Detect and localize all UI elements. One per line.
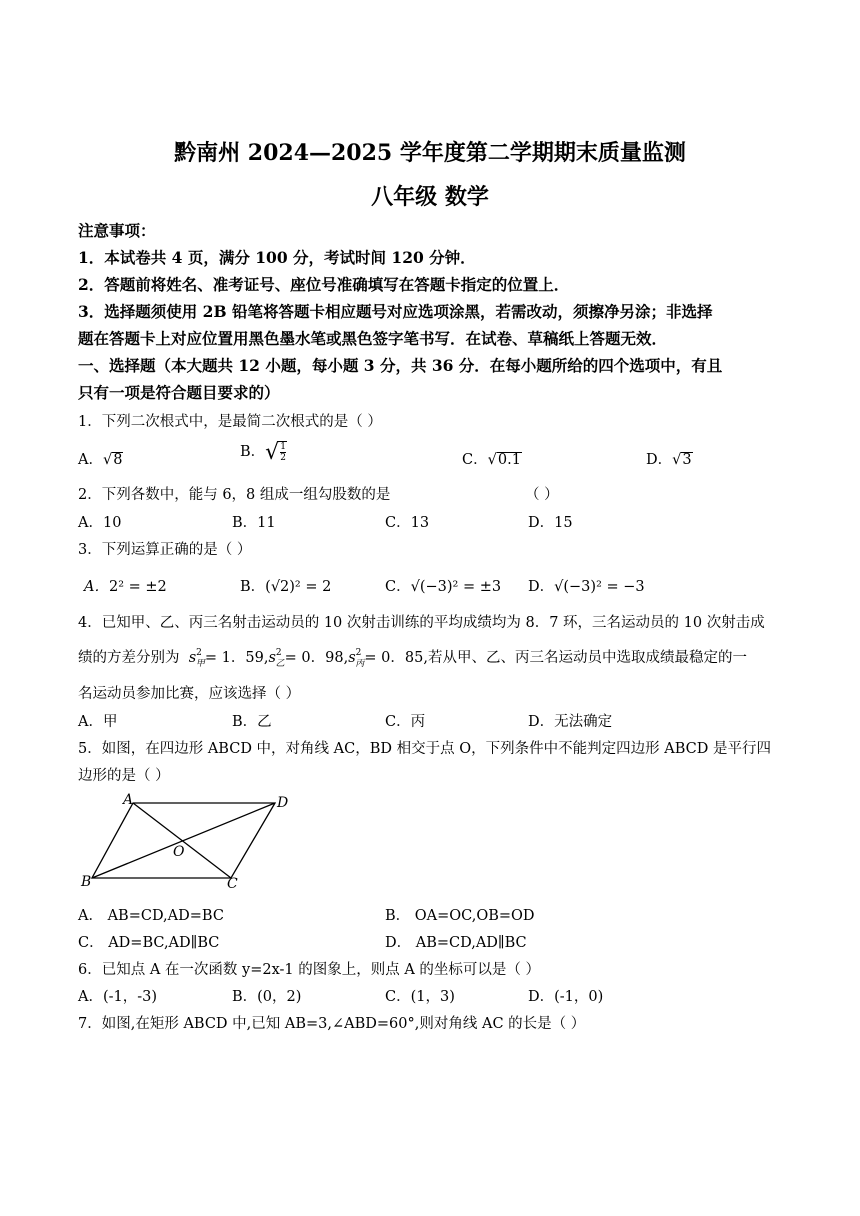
section-heading-line2: 只有一项是符合题目要求的） bbox=[78, 383, 280, 402]
q1-option-a bbox=[78, 448, 123, 469]
diagonal-bd bbox=[92, 803, 275, 878]
variance-sub-b: 乙 bbox=[275, 659, 285, 669]
q3-option-a-label: A． bbox=[84, 579, 109, 595]
q1-option-c-label: C． bbox=[462, 452, 488, 468]
label-a: A bbox=[123, 792, 134, 808]
q2-option-b: B．11 bbox=[232, 515, 276, 531]
q5-option-c: C． AD=BC,AD∥BC bbox=[78, 935, 220, 951]
q4-line2-pre: 绩的方差分别为 bbox=[78, 650, 180, 666]
variance-sub-c: 丙 bbox=[355, 659, 365, 669]
q4-line3: 名运动员参加比赛，应该选择（ ） bbox=[78, 686, 301, 702]
q1-option-b-denominator: 2 bbox=[280, 452, 286, 463]
variance-sub-a: 甲 bbox=[195, 659, 205, 669]
note-item-4: 题在答题卡上对应位置用黑色墨水笔或黑色签字笔书写．在试卷、草稿纸上答题无效． bbox=[78, 329, 668, 348]
q6-option-a: A．(-1，-3) bbox=[78, 989, 158, 1005]
q1-option-b-fraction bbox=[280, 442, 286, 463]
q1-option-b-numerator: 1 bbox=[280, 441, 286, 452]
q2-paren: （ ） bbox=[525, 487, 559, 503]
q3-option-c-label: C． bbox=[385, 579, 411, 595]
q1-option-d-label: D． bbox=[646, 452, 673, 468]
q1-option-b bbox=[240, 440, 287, 465]
q3-option-a bbox=[84, 575, 167, 596]
q4-line2-post: 若从甲、乙、丙三名运动员中选取成绩最稳定的一 bbox=[427, 650, 747, 666]
sqrt-symbol: √ bbox=[672, 452, 682, 468]
q4-option-d: D．无法确定 bbox=[528, 714, 613, 730]
note-item-1: 1．本试卷共 4 页，满分 100 分，考试时间 120 分钟． bbox=[78, 248, 476, 267]
q3-option-d-expr: √(−3)² = −3 bbox=[554, 579, 645, 595]
section-heading-line1: 一、选择题（本大题共 12 小题，每小题 3 分，共 36 分．在每小题所给的四个选项中，有且 bbox=[78, 356, 723, 375]
q1-option-d bbox=[646, 448, 693, 469]
q3-option-c-expr: √(−3)² = ±3 bbox=[410, 579, 502, 595]
q3-stem: 3．下列运算正确的是（ ） bbox=[78, 542, 252, 558]
q6-option-d: D．(-1，0) bbox=[528, 989, 604, 1005]
variance-val-c: = 0．85, bbox=[364, 650, 428, 666]
q1-option-d-radicand: 3 bbox=[682, 452, 692, 468]
q4-line2: 绩的方差分别为 $s^2_甲= 1$．$59,s^2_乙= 0$．$98,s^2_丙= 0$．85,若从甲、乙、丙三名运动员中选取成绩最稳定的一 bbox=[78, 648, 747, 669]
q3-option-b-label: B． bbox=[240, 579, 266, 595]
q3-option-d bbox=[528, 575, 645, 596]
q5-option-a: A． AB=CD,AD=BC bbox=[78, 908, 224, 924]
q4-option-c: C．丙 bbox=[385, 714, 426, 730]
q1-stem: 1．下列二次根式中，是最简二次根式的是（ ） bbox=[78, 414, 382, 430]
q5-line2: 边形的是（ ） bbox=[78, 768, 170, 784]
q1-option-a-label: A． bbox=[78, 452, 103, 468]
q6-option-b: B．(0，2) bbox=[232, 989, 302, 1005]
q2-option-d: D．15 bbox=[528, 515, 573, 531]
q3-option-a-expr: 2² = ±2 bbox=[108, 579, 167, 595]
variance-val-a: = 1．59, bbox=[204, 650, 269, 666]
q6-option-c: C．(1，3) bbox=[385, 989, 455, 1005]
note-item-2: 2．答题前将姓名、准考证号、座位号准确填写在答题卡指定的位置上． bbox=[78, 275, 570, 294]
q1-option-b-label: B． bbox=[240, 444, 266, 460]
q1-option-a-radicand: 8 bbox=[113, 452, 123, 468]
parallelogram-figure bbox=[75, 792, 295, 892]
q1-option-c-radicand: 0.1 bbox=[497, 452, 521, 468]
q5-option-d: D． AB=CD,AD∥BC bbox=[385, 935, 527, 951]
q7-stem: 7．如图,在矩形 ABCD 中,已知 AB=3,∠ABD=60°,则对角线 AC 的长是（ ） bbox=[78, 1016, 586, 1032]
q2-stem: 2．下列各数中，能与 6，8 组成一组勾股数的是 bbox=[78, 487, 391, 503]
q2-option-a: A．10 bbox=[78, 515, 122, 531]
q4-option-b: B．乙 bbox=[232, 714, 272, 730]
q3-option-d-label: D． bbox=[528, 579, 555, 595]
sqrt-symbol: √ bbox=[487, 452, 497, 468]
q5-option-b: B． OA=OC,OB=OD bbox=[385, 908, 535, 924]
note-item-3: 3．选择题须使用 2B 铅笔将答题卡相应题号对应选项涂黑，若需改动，须擦净另涂；非选择 bbox=[78, 302, 713, 321]
q3-option-c bbox=[385, 575, 501, 596]
label-b: B bbox=[81, 874, 92, 890]
q4-option-a: A．甲 bbox=[78, 714, 118, 730]
sqrt-symbol: √ bbox=[102, 452, 113, 468]
label-d: D bbox=[277, 795, 289, 811]
label-c: C bbox=[227, 876, 238, 892]
q1-option-c bbox=[462, 448, 522, 469]
sqrt-symbol: √ bbox=[265, 440, 280, 465]
q6-stem: 6．已知点 A 在一次函数 y=2x-1 的图象上，则点 A 的坐标可以是（ ） bbox=[78, 962, 541, 978]
exam-title: 黔南州 2024—2025 学年度第二学期期末质量监测 bbox=[174, 140, 686, 166]
variance-val-b: = 0．98, bbox=[284, 650, 349, 666]
q4-line1: 4．已知甲、乙、丙三名射击运动员的 10 次射击训练的平均成绩均为 8．7 环，三名运动员的 10 次射击成 bbox=[78, 615, 765, 631]
q3-option-b bbox=[240, 575, 331, 596]
exam-subtitle: 八年级 数学 bbox=[371, 184, 489, 210]
label-o: O bbox=[173, 844, 185, 860]
notes-heading: 注意事项： bbox=[78, 221, 156, 240]
q5-line1: 5．如图，在四边形 ABCD 中，对角线 AC，BD 相交于点 O，下列条件中不能判定四边形 ABCD 是平行四 bbox=[78, 741, 771, 757]
q2-option-c: C．13 bbox=[385, 515, 430, 531]
q3-option-b-expr: (√2)² = 2 bbox=[265, 579, 332, 595]
